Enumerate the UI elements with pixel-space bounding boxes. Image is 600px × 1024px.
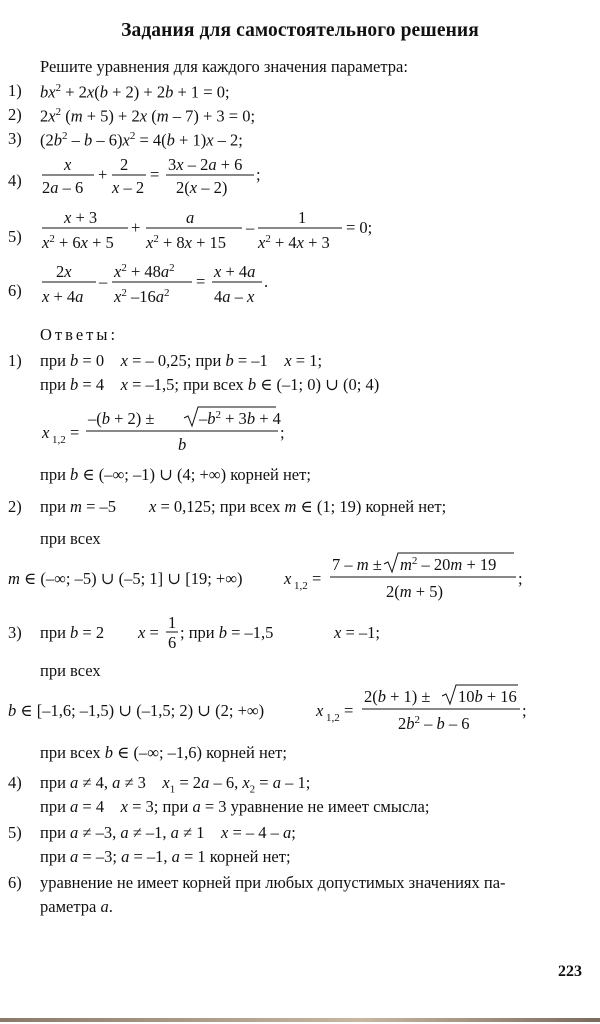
task-equation: $2x^2$ (m + 5) + 2x (m – 7) + 3 = 0; [40,106,256,126]
svg-text:=: = [344,701,354,720]
answer-3-line-2: при всех [40,661,101,680]
svg-text:;: ; [256,165,261,184]
svg-text:2(b + 1) ±: 2(b + 1) ± [364,687,431,706]
answer-2-line-2: при всех [40,529,101,548]
answer-5-line-2: при a = –3; a = –1, a = 1 корней нет; [40,847,291,866]
svg-text:+: + [98,165,108,184]
answer-text: уравнение не имеет корней при любых допустимых значениях па- [40,873,506,892]
svg-text:–b2 + 3b + 4: $-b^2 + 3b + 4$ [199,409,281,428]
page-title: Задания для самостоятельного решения [121,20,479,41]
svg-text:=: = [70,423,80,442]
svg-text:a: a [186,208,195,227]
svg-text:x2 –16a2: $x^2$ $-16a^2$ [114,287,170,306]
answer-3-line-1 [40,612,460,656]
svg-text:x2 + 48a2: $x^2 + 48a^2$ [114,262,175,281]
svg-text:2: 2 [120,155,129,174]
svg-text:= 0;: = 0; [346,218,373,237]
svg-text:7 – m ±: 7 – m ± [332,555,382,574]
task-number: 2) [8,105,22,124]
answer-text: при a ≠ 4, a ≠ 3 $x_1 = 2a - 6$, $x_2 = a - 1$; [40,773,311,796]
answer-number: 4) [8,773,22,792]
answer-1-formula [40,404,340,460]
svg-text:10b + 16: 10b + 16 [458,687,517,706]
answer-number: 6) [8,873,22,892]
svg-text:–: – [99,272,108,291]
svg-text:x + 4a: x + 4a [214,262,256,281]
answer-2-formula [6,550,586,606]
task-equation: $bx^2 + 2x(b + 2) + 2b + 1 = 0$; [40,82,230,102]
svg-text:;: ; [522,701,527,720]
task-number: 4) [8,171,22,190]
answer-number: 2) [8,497,22,516]
svg-text:–: – [246,218,255,237]
answer-3-formula [6,682,586,738]
svg-text:x: x [284,569,292,588]
task-number: 6) [8,281,22,300]
svg-text:m ∈ (–∞; –5) ∪ (–5; 1] ∪ [19;: m ∈ (–∞; –5) ∪ (–5; 1] ∪ [19; +∞) [8,569,243,588]
answer-number: 3) [8,623,22,642]
svg-text:x: x [316,701,324,720]
svg-text:;: ; [518,569,523,588]
svg-text:–(b + 2) ±: –(b + 2) ± [88,409,155,428]
task-number: 3) [8,129,22,148]
answer-text: при b = 0 x = – 0,25; при b = –1 x = 1; [40,351,323,370]
svg-text:x – 2: x – 2 [112,178,145,197]
svg-text:x + 4a: x + 4a [42,287,84,306]
task-number: 1) [8,81,22,100]
page-edge-divider [0,1018,600,1022]
svg-text:1,2: 1,2 [294,580,308,592]
svg-text:1,2: 1,2 [52,434,66,446]
page-number: 223 [558,963,582,980]
answer-4-line-2: при a = 4 x = 3; при a = 3 уравнение не имеет смысла; [40,797,430,816]
svg-text:x + 3: x + 3 [64,208,98,227]
task-number: 5) [8,227,22,246]
answer-number: 1) [8,351,22,370]
svg-text:1: 1 [168,613,177,632]
svg-text:1,2: 1,2 [326,712,340,724]
answer-1-line-3: при b ∈ (–∞; –1) ∪ (4; +∞) корней нет; [40,465,311,484]
svg-text:x: x [42,423,50,442]
svg-text:6: 6 [168,633,177,652]
answers-heading: Ответы: [40,325,119,344]
svg-text:x2 + 4x + 3: $x^2 + 4x + 3$ [258,233,330,252]
task-6-equation [36,262,336,312]
svg-text:1: 1 [298,208,307,227]
svg-text:=: = [196,272,206,291]
svg-text:2(m + 5): 2(m + 5) [386,582,443,601]
answer-text: при m = –5 x = 0,125; при всех m ∈ (1; 19) корней нет; [40,497,447,516]
answer-number: 5) [8,823,22,842]
svg-text:2(x – 2): 2(x – 2) [176,178,228,197]
svg-text:+: + [131,218,141,237]
svg-text:x = –1;: x = –1; [334,623,380,642]
svg-text:x =: x = [138,623,159,642]
answer-text: при a ≠ –3, a ≠ –1, a ≠ 1 x = – 4 – a; [40,823,296,842]
task-4-equation [36,155,336,203]
svg-text:; при b = –1,5: ; при b = –1,5 [180,623,274,642]
svg-text:3x – 2a + 6: 3x – 2a + 6 [168,155,243,174]
svg-text:x2 + 6x + 5: $x^2 + 6x + 5$ [42,233,114,252]
task-equation: $(2b^2 - b - 6)x^2 = 4(b + 1)x - 2$; [40,130,243,150]
svg-text:=: = [150,165,160,184]
svg-text:m2 – 20m + 19: $m^2 - 20m + 19$ [400,555,497,574]
svg-text:2x: 2x [56,262,72,281]
svg-text:при b = 2: при b = 2 [40,623,105,642]
svg-text:.: . [264,272,269,291]
svg-text:x2 + 8x + 15: $x^2 + 8x + 15$ [146,233,227,252]
svg-text:x: x [64,155,72,174]
svg-text:b: b [178,435,187,454]
answer-6-line-2: раметра a. [40,897,113,916]
svg-text:b ∈ [–1,6; –1,5) ∪ (–1,5; 2) ∪: b ∈ [–1,6; –1,5) ∪ (–1,5; 2) ∪ (2; +∞) [8,701,265,720]
task-5-equation [36,208,456,258]
svg-text:=: = [312,569,322,588]
svg-text:2a – 6: 2a – 6 [42,178,84,197]
svg-text:2b2 – b – 6: $2b^2$ – b – 6 [398,714,470,733]
svg-text:4a – x: 4a – x [214,287,255,306]
intro-text: Решите уравнения для каждого значения параметра: [40,57,408,76]
answer-3-line-3: при всех b ∈ (–∞; –1,6) корней нет; [40,743,287,762]
answer-1-line-2: при b = 4 x = –1,5; при всех b ∈ (–1; 0) ∪ (0; 4) [40,375,380,394]
svg-text:;: ; [280,423,285,442]
